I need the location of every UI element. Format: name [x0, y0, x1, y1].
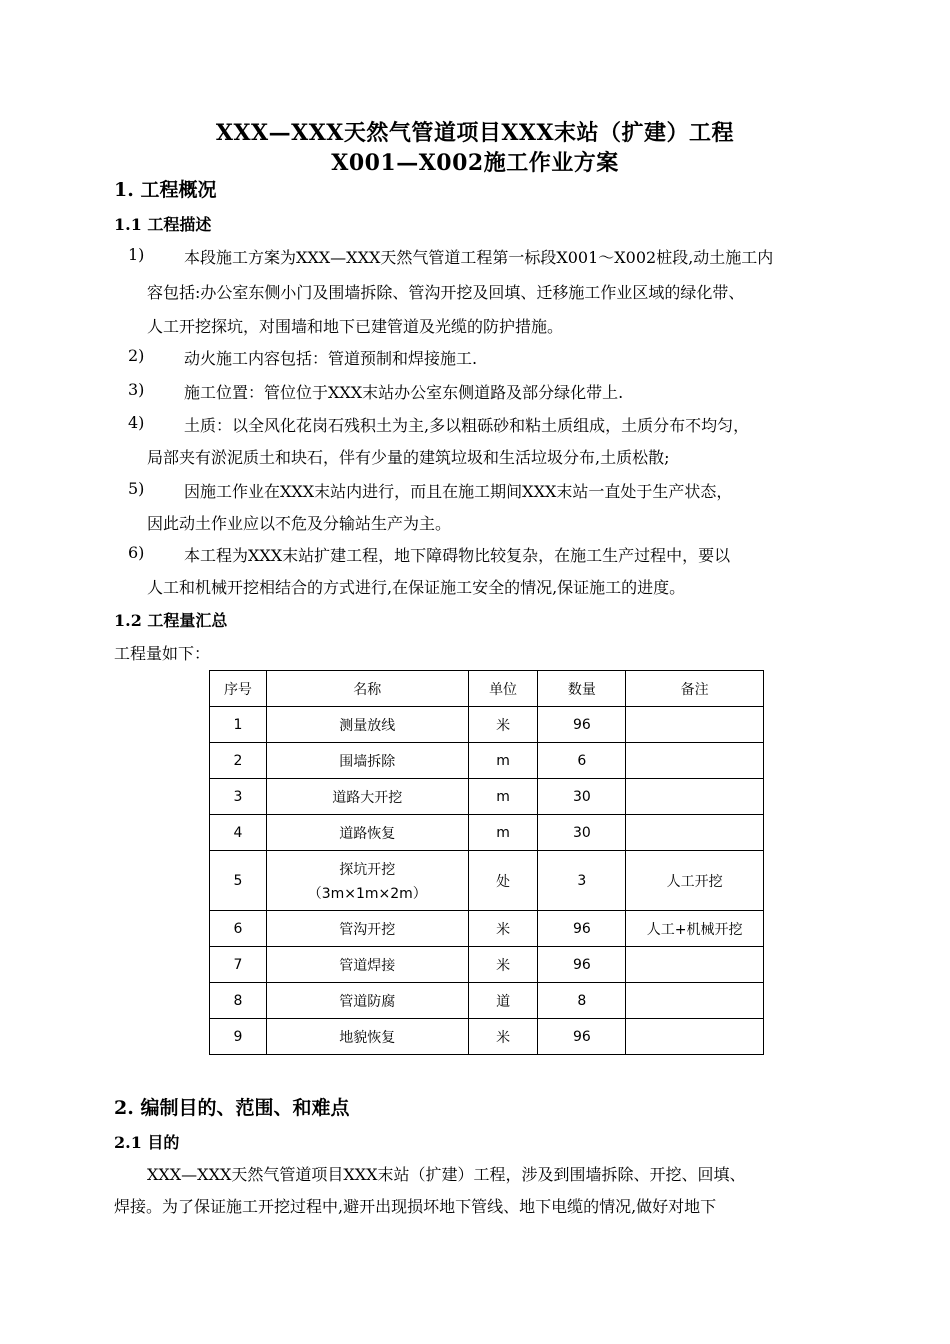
- item-text-line: 因施工作业在XXX末站内进行，而且在施工期间XXX末站一直处于生产状态，: [184, 482, 733, 501]
- cell-note: [626, 779, 764, 815]
- cell-name: [266, 851, 468, 911]
- header-cell: 数量: [538, 671, 626, 707]
- section-2-1-heading: 2.1 目的: [114, 1133, 180, 1152]
- cell-no: 1: [210, 707, 267, 743]
- item-number: 3): [128, 380, 145, 399]
- item-number: 1): [128, 245, 145, 264]
- cell-qty: 8: [538, 983, 626, 1019]
- table-row: [210, 707, 764, 743]
- cell-note: [626, 983, 764, 1019]
- header-cell: 序号: [210, 671, 267, 707]
- cell-unit: 米: [468, 707, 538, 743]
- cell-unit: m: [468, 743, 538, 779]
- cell-qty: 3: [538, 851, 626, 911]
- item-text-line: 因此动土作业应以不危及分输站生产为主。: [147, 514, 452, 533]
- cell-no: 7: [210, 947, 267, 983]
- cell-no: 9: [210, 1019, 267, 1055]
- item-text-line: 本工程为XXX末站扩建工程，地下障碍物比较复杂，在施工生产过程中，要以: [184, 546, 731, 565]
- cell-unit: 处: [468, 851, 538, 911]
- cell-name: 管沟开挖: [266, 911, 468, 947]
- item-text-line: 施工位置：管位位于XXX末站办公室东侧道路及部分绿化带上.: [184, 383, 624, 402]
- item-number: 5): [128, 479, 145, 498]
- cell-no: 3: [210, 779, 267, 815]
- section-2-heading: 2. 编制目的、范围、和难点: [114, 1097, 350, 1119]
- paragraph-line: 焊接。为了保证施工开挖过程中,避开出现损坏地下管线、地下电缆的情况,做好对地下: [114, 1197, 717, 1216]
- cell-no: 4: [210, 815, 267, 851]
- cell-note: 人工开挖: [626, 851, 764, 911]
- item-text-line: 容包括:办公室东侧小门及围墙拆除、管沟开挖及回填、迁移施工作业区域的绿化带、: [147, 283, 745, 302]
- item-text-line: 土质：以全风化花岗石残积土为主,多以粗砾砂和粘土质组成，土质分布不均匀，: [184, 416, 750, 435]
- cell-note: [626, 947, 764, 983]
- paragraph-line: XXX—XXX天然气管道项目XXX末站（扩建）工程，涉及到围墙拆除、开挖、回填、: [147, 1165, 746, 1184]
- cell-no: 8: [210, 983, 267, 1019]
- document-title-line1: XXX—XXX天然气管道项目XXX末站（扩建）工程: [215, 120, 735, 146]
- cell-unit: 米: [468, 911, 538, 947]
- cell-unit: m: [468, 815, 538, 851]
- item-text-line: 人工开挖探坑，对围墙和地下已建管道及光缆的防护措施。: [147, 317, 564, 336]
- header-cell: 名称: [266, 671, 468, 707]
- item-text-line: 人工和机械开挖相结合的方式进行,在保证施工安全的情况,保证施工的进度。: [147, 578, 686, 597]
- cell-qty: 30: [538, 779, 626, 815]
- item-number: 6): [128, 543, 145, 562]
- table-intro: 工程量如下：: [114, 644, 211, 663]
- table-row: [210, 1019, 764, 1055]
- cell-name-dimensions: （3m×1m×2m）: [307, 885, 427, 902]
- cell-note: 人工+机械开挖: [626, 911, 764, 947]
- cell-name: 地貌恢复: [266, 1019, 468, 1055]
- cell-name: 测量放线: [266, 707, 468, 743]
- cell-unit: 道: [468, 983, 538, 1019]
- table-row: [210, 983, 764, 1019]
- cell-note: [626, 815, 764, 851]
- cell-no: 5: [210, 851, 267, 911]
- document-title-line2: X001—X002施工作业方案: [331, 150, 619, 176]
- section-1-1-heading: 1.1 工程描述: [114, 215, 212, 234]
- item-number: 2): [128, 346, 145, 365]
- cell-name: 管道焊接: [266, 947, 468, 983]
- cell-no: 6: [210, 911, 267, 947]
- section-1-2-heading: 1.2 工程量汇总: [114, 611, 228, 630]
- table-row: [210, 851, 764, 911]
- table-row: [210, 947, 764, 983]
- header-cell: 备注: [626, 671, 764, 707]
- cell-name-text: 探坑开挖: [339, 861, 396, 878]
- cell-qty: 96: [538, 707, 626, 743]
- cell-qty: 96: [538, 947, 626, 983]
- cell-name: 道路大开挖: [266, 779, 468, 815]
- cell-no: 2: [210, 743, 267, 779]
- cell-unit: 米: [468, 947, 538, 983]
- cell-note: [626, 1019, 764, 1055]
- table-header-row: [210, 671, 764, 707]
- cell-qty: 96: [538, 911, 626, 947]
- table-row: [210, 743, 764, 779]
- cell-qty: 96: [538, 1019, 626, 1055]
- cell-unit: 米: [468, 1019, 538, 1055]
- item-text-line: 动火施工内容包括：管道预制和焊接施工.: [184, 349, 478, 368]
- cell-name: 管道防腐: [266, 983, 468, 1019]
- cell-note: [626, 707, 764, 743]
- section-1-heading: 1. 工程概况: [114, 179, 217, 201]
- table-row: [210, 815, 764, 851]
- cell-qty: 6: [538, 743, 626, 779]
- item-text-line: 本段施工方案为XXX—XXX天然气管道工程第一标段X001～X002桩段,动土施工内: [184, 248, 774, 267]
- table-row: [210, 779, 764, 815]
- cell-name: 围墙拆除: [266, 743, 468, 779]
- header-cell: 单位: [468, 671, 538, 707]
- cell-note: [626, 743, 764, 779]
- item-text-line: 局部夹有淤泥质土和块石，伴有少量的建筑垃圾和生活垃圾分布,土质松散;: [147, 448, 670, 467]
- table-row: [210, 911, 764, 947]
- cell-unit: m: [468, 779, 538, 815]
- quantity-table: [209, 670, 764, 1055]
- item-number: 4): [128, 413, 145, 432]
- cell-name: 道路恢复: [266, 815, 468, 851]
- cell-qty: 30: [538, 815, 626, 851]
